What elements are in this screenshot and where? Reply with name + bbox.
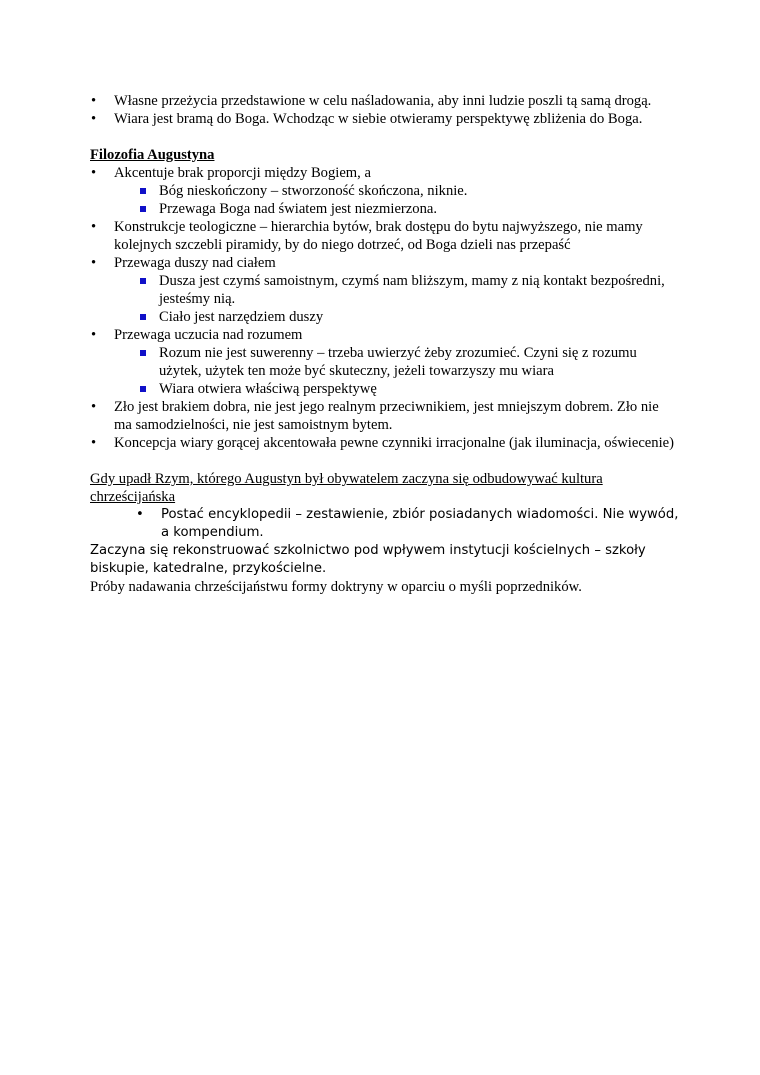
list-item: • Koncepcja wiary gorącej akcentowała pewne czynniki irracjonalne (jak iluminacja, oświecenie): [90, 434, 680, 452]
paragraph: Próby nadawania chrześcijaństwu formy doktryny w oparciu o myśli poprzedników.: [90, 579, 582, 595]
list-item-text: Akcentuje brak proporcji między Bogiem, a: [114, 165, 371, 181]
sublist: [114, 344, 680, 398]
sublist-item: Bóg nieskończony – stworzoność skończona, niknie.: [114, 182, 680, 200]
paragraph: Zaczyna się rekonstruować szkolnictwo pod wpływem instytucji kościelnych – szkoły biskupie, katedralne, przykościelne.: [90, 543, 646, 576]
list-item: [90, 326, 680, 398]
list-item: [90, 254, 680, 326]
sublist-item: Dusza jest czymś samoistnym, czymś nam bliższym, mamy z nią kontakt bezpośredni, jesteśmy nią.: [114, 272, 680, 308]
list-item: • Wiara jest bramą do Boga. Wchodząc w siebie otwieramy perspektywę zbliżenia do Boga.: [90, 110, 680, 128]
list-item: • Zło jest brakiem dobra, nie jest jego realnym przeciwnikiem, jest mniejszym dobrem. Zło nie ma samodzielności, nie jest samoistnym bytem.: [90, 398, 680, 434]
section-heading-rzym: Gdy upadł Rzym, którego Augustyn był obywatelem zaczyna się odbudowywać kultura chrześcijańska: [90, 471, 603, 505]
list-item: • Własne przeżycia przedstawione w celu naśladowania, aby inni ludzie poszli tą samą drogą.: [90, 92, 680, 110]
document-page: [90, 92, 680, 596]
sublist-item: Ciało jest narzędziem duszy: [114, 308, 680, 326]
list-item: [90, 164, 680, 218]
rzym-sublist: [90, 506, 680, 542]
sublist-item: • Postać encyklopedii – zestawienie, zbiór posiadanych wiadomości. Nie wywód, a kompendium.: [90, 506, 680, 542]
section-heading-augustyn: Filozofia Augustyna: [90, 147, 215, 163]
augustyn-list: [90, 164, 680, 452]
sublist: [114, 182, 680, 218]
sublist: [114, 272, 680, 326]
list-item-text: Przewaga duszy nad ciałem: [114, 255, 276, 271]
list-item: • Konstrukcje teologiczne – hierarchia bytów, brak dostępu do bytu najwyższego, nie mamy kolejnych szczebli piramidy, by do niego dotrzeć, od Boga dzieli nas przepaść: [90, 218, 680, 254]
sublist-item: Wiara otwiera właściwą perspektywę: [114, 380, 680, 398]
list-item-text: Przewaga uczucia nad rozumem: [114, 327, 303, 343]
sublist-item: Rozum nie jest suwerenny – trzeba uwierzyć żeby zrozumieć. Czyni się z rozumu użytek, użytek ten może być skuteczny, jeżeli towarzyszy mu wiara: [114, 344, 680, 380]
intro-list: [90, 92, 680, 128]
sublist-item: Przewaga Boga nad światem jest niezmierzona.: [114, 200, 680, 218]
